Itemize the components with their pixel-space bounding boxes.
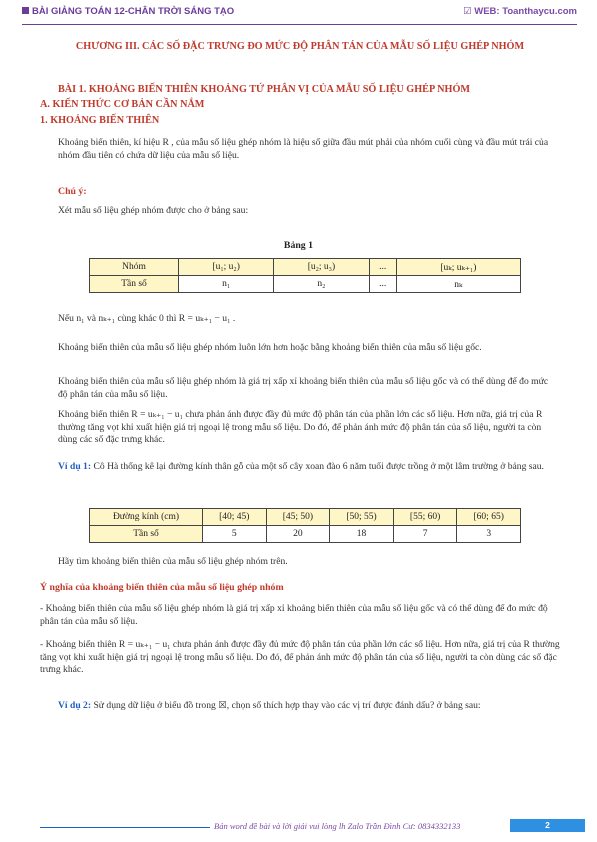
table1-cell: [u₁; u₂)	[179, 259, 274, 276]
example1-cell: [60; 65)	[457, 509, 521, 526]
example1-cell: 20	[266, 526, 330, 543]
table1-cell: n₁	[179, 276, 274, 293]
meaning-title: Ý nghĩa của khoảng biến thiên của mẫu số liệu ghép nhóm	[40, 582, 284, 593]
section-a-heading: A. KIẾN THỨC CƠ BẢN CẦN NẮM	[40, 99, 205, 110]
section-1-heading: 1. KHOẢNG BIẾN THIÊN	[40, 115, 160, 126]
example1-row-groups	[90, 509, 521, 526]
table1-cell: [uₖ; uₖ₊₁)	[396, 259, 520, 276]
website-link[interactable]: WEB: Toanthaycu.com	[474, 6, 577, 17]
table1-cell: nₖ	[396, 276, 520, 293]
table1-row-freqs	[90, 276, 521, 293]
definition-text: Khoảng biến thiên, kí hiệu R , của mẫu số liệu ghép nhóm là hiệu số giữa đầu mút phải của nhóm cuối cùng và đầu mút trái của nhóm đầu tiên có chứa dữ liệu của mẫu số liệu.	[58, 137, 549, 161]
table1-header-freq: Tần số	[90, 276, 179, 293]
example1-cell: [45; 50)	[266, 509, 330, 526]
meaning-2: - Khoảng biến thiên R = uₖ₊₁ − u₁ chưa phản ánh được đầy đủ mức độ phân tán của phần lớn các số liệu. Hơn nữa, giá trị của R thường tăng vọt khi xuất hiện giá trị ngoại lệ trong mẫu số liệu. Do đó, để phản ánh mức độ phân tán của số liệu, người ta còn dùng các số đặc trưng khác.	[40, 639, 560, 675]
page-header	[22, 6, 577, 20]
example1-cell: 7	[393, 526, 457, 543]
example1-cell: [40; 45)	[203, 509, 267, 526]
table1-row-groups	[90, 259, 521, 276]
page-number: 2	[510, 819, 585, 832]
table1-cell: [u₂; u₃)	[274, 259, 369, 276]
example1-cell: 18	[330, 526, 394, 543]
table1-title: Bảng 1	[283, 240, 314, 251]
example1-row-freqs	[90, 526, 521, 543]
paragraph-3: Khoảng biến thiên R = uₖ₊₁ − u₁ chưa phản ánh được đầy đủ mức độ phân tán của phần lớn các số liệu. Hơn nữa, giá trị của R thường tăng vọt khi xuất hiện giá trị ngoại lệ trong mẫu số liệu. Do đó, để phản ánh mức độ phân tán của số liệu, người ta còn dùng các số đặc trưng khác.	[58, 409, 543, 445]
example1-header-freq: Tần số	[90, 526, 203, 543]
footer-divider	[40, 827, 210, 828]
example-1	[58, 461, 558, 474]
example-1-label: Ví dụ 1:	[58, 461, 92, 472]
table1-header-group: Nhóm	[90, 259, 179, 276]
header-divider	[22, 24, 577, 25]
note-intro: Xét mẫu số liệu ghép nhóm được cho ở bảng sau:	[58, 205, 249, 216]
lesson-title: BÀI 1. KHOẢNG BIẾN THIÊN KHOẢNG TỨ PHÂN VỊ CỦA MẪU SỐ LIỆU GHÉP NHÓM	[58, 84, 470, 95]
table1-cell: ...	[369, 259, 396, 276]
note-label: Chú ý:	[58, 186, 87, 197]
example-1-question: Hãy tìm khoảng biến thiên của mẫu số liệu ghép nhóm trên.	[58, 556, 288, 567]
footer-text: Bản word đề bài và lời giải vui lòng lh Zalo Trần Đình Cư: 0834332133	[214, 821, 461, 831]
chapter-title: CHƯƠNG III. CÁC SỐ ĐẶC TRƯNG ĐO MỨC ĐỘ PHÂN TÁN CỦA MẪU SỐ LIỆU GHÉP NHÓM	[75, 41, 525, 52]
example-1-text: Cô Hà thống kê lại đường kính thân gỗ của một số cây xoan đào 6 năm tuổi được trồng ở một lâm trường ở bảng sau.	[93, 461, 544, 472]
example1-header-diameter: Đường kính (cm)	[90, 509, 203, 526]
example-2-label: Ví dụ 2:	[58, 700, 92, 711]
table1-cell: ...	[369, 276, 396, 293]
example-2-text: Sử dụng dữ liệu ở biểu đồ trong ☒, chọn số thích hợp thay vào các vị trí được đánh dấu? ở bảng sau:	[93, 700, 481, 711]
example1-cell: 3	[457, 526, 521, 543]
condition-line: Nếu n₁ và nₖ₊₁ cùng khác 0 thì R = uₖ₊₁ − u₁ .	[58, 313, 236, 324]
table1-cell: n₂	[274, 276, 369, 293]
table-1	[89, 258, 521, 293]
example1-cell: [55; 60)	[393, 509, 457, 526]
web-icon: ☑	[463, 6, 475, 17]
paragraph-2: Khoảng biến thiên của mẫu số liệu ghép nhóm là giá trị xấp xỉ khoảng biến thiên của mẫu số liệu gốc và có thể dùng để đo mức độ phân tán của mẫu số liệu.	[58, 376, 549, 400]
example-1-table	[89, 508, 521, 543]
example-2	[58, 700, 558, 713]
header-right	[463, 6, 577, 17]
example1-cell: [50; 55)	[330, 509, 394, 526]
meaning-1: - Khoảng biến thiên của mẫu số liệu ghép nhóm là giá trị xấp xỉ khoảng biến thiên của mẫu số liệu gốc và có thể dùng để đo mức độ phân tán của mẫu số liệu.	[40, 603, 548, 627]
square-icon	[22, 7, 29, 14]
example1-cell: 5	[203, 526, 267, 543]
paragraph-1: Khoảng biến thiên của mẫu số liệu ghép nhóm luôn lớn hơn hoặc bằng khoảng biến thiên của mẫu số liệu gốc.	[58, 342, 482, 353]
header-left: BÀI GIẢNG TOÁN 12-CHÂN TRỜI SÁNG TẠO	[22, 6, 234, 17]
